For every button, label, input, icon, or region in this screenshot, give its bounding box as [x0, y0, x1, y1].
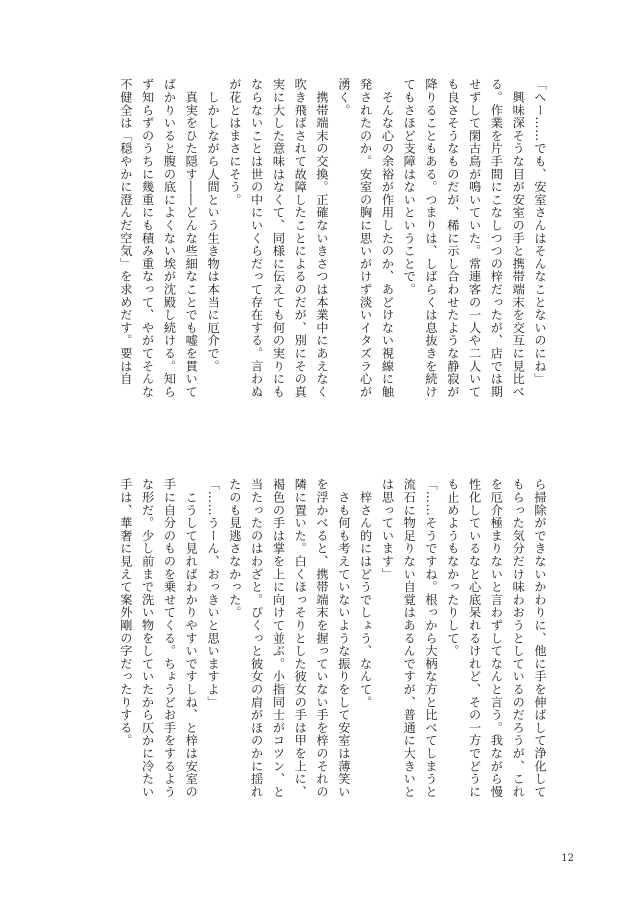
- text-line: 不健全は「穏やかに澄んだ空気」を求めだす。要は自: [118, 78, 133, 386]
- text-line: さも何も考えていないような振りをして安室は薄笑い: [336, 478, 351, 798]
- text-block-upper: [82, 78, 550, 430]
- text-line: たのも見逃さなかった。: [227, 478, 242, 619]
- text-line: ら掃除ができないかわりに、他に手を伸ばして浄化して: [533, 478, 547, 798]
- text-line: 当たったのはわざと。ぴくっと彼女の肩がほのかに揺れ: [249, 478, 264, 798]
- text-line: 降りることもある。つまりは、しばらくは息抜きを続け: [424, 78, 439, 398]
- text-line: 隣に置いた。白くほっそりとした彼女の手は甲を上に、: [293, 478, 308, 798]
- text-line: 実に大した意味はなくて、同様に伝えても何の実りにも: [271, 78, 286, 398]
- text-line: 褐色の手は掌を上に向けて並ぶ。小指同士がコツン、と: [271, 478, 286, 798]
- text-line: 「……そうですね。根っから大柄な方と比べてしまうと: [424, 478, 439, 798]
- text-line: てもさほど支障はないということで。: [402, 78, 417, 296]
- text-line: こうして見ればわかりやすいですしね、と梓は安室の: [184, 478, 199, 798]
- text-line: を厄介極まりないと言わずしてなんと言う。我ながら慢: [489, 478, 504, 798]
- text-line: 流石に物足りない自覚はあるんですが、普通に大きいと: [402, 478, 417, 798]
- text-line: 発されたのか。安室の胸に思いがけず淡いイタズラ心が: [358, 78, 373, 398]
- text-line: 梓さん的にはどうでしょう、なんて。: [358, 478, 373, 709]
- text-line: る。作業を片手間にこなしつつの梓だったが、店では期: [489, 78, 504, 398]
- text-line: ず知らずのうちに幾重にも積み重なって、やがてそんな: [140, 78, 155, 398]
- text-line: しかしながら人間という生き物は本当に厄介で。: [206, 78, 221, 373]
- text-line: せずして閑古鳥が鳴いていた。常連客の一人や二人いて: [467, 78, 482, 398]
- text-line: 湧く。: [336, 78, 351, 117]
- text-line: ばかりいると腹の底によくない埃が沈殿し続ける。知ら: [162, 78, 177, 398]
- text-line: もらった気分だけ味わおうとしているのだろうが、これ: [511, 478, 526, 798]
- text-line: 携帯端末の交換。正確ないきさつは本業中にあえなく: [315, 78, 330, 398]
- text-line: 真実をひた隠す――どんな些細なことでも嘘を貫いて: [184, 78, 199, 398]
- text-line: そんな心の余裕が作用したのか、あどけない視線に触: [380, 78, 395, 398]
- text-line: 手に自分のものを乗せてくる。ちょうどお手をするよう: [162, 478, 177, 798]
- text-line: 「へー……でも、安室さんはそんなことないのにね」: [533, 78, 547, 386]
- text-line: が花とはまさにそう。: [227, 78, 242, 206]
- text-line: 吹き飛ばされて故障したことによるのだが、別にその真: [293, 78, 308, 398]
- text-line: も止めようもなかったりして。: [445, 478, 460, 658]
- text-line: は思っています」: [380, 478, 395, 581]
- text-block-lower: [82, 478, 550, 830]
- text-line: も良さそうなものだが、稀に示し合わせたような静寂が: [445, 78, 460, 398]
- text-line: ならないことは世の中にいくらだって存在する。言わぬ: [249, 78, 264, 398]
- text-line: 「……うーん、おっきいと思いますよ」: [206, 478, 221, 709]
- text-line: 興味深そうな目が安室の手と携帯端末を交互に見比べ: [511, 78, 526, 398]
- text-line: 手は、華奢に見えて案外剛の字だったりする。: [118, 478, 133, 747]
- text-line: な形だ。少し前まで洗い物をしていたから仄かに冷たい: [140, 478, 155, 798]
- text-line: を浮かべると、携帯端末を握っていない手を梓のそれの: [315, 478, 330, 798]
- page-number: 12: [561, 853, 574, 864]
- text-line: 性化しているなと心底呆れるけれど、その一方でどうに: [467, 478, 482, 798]
